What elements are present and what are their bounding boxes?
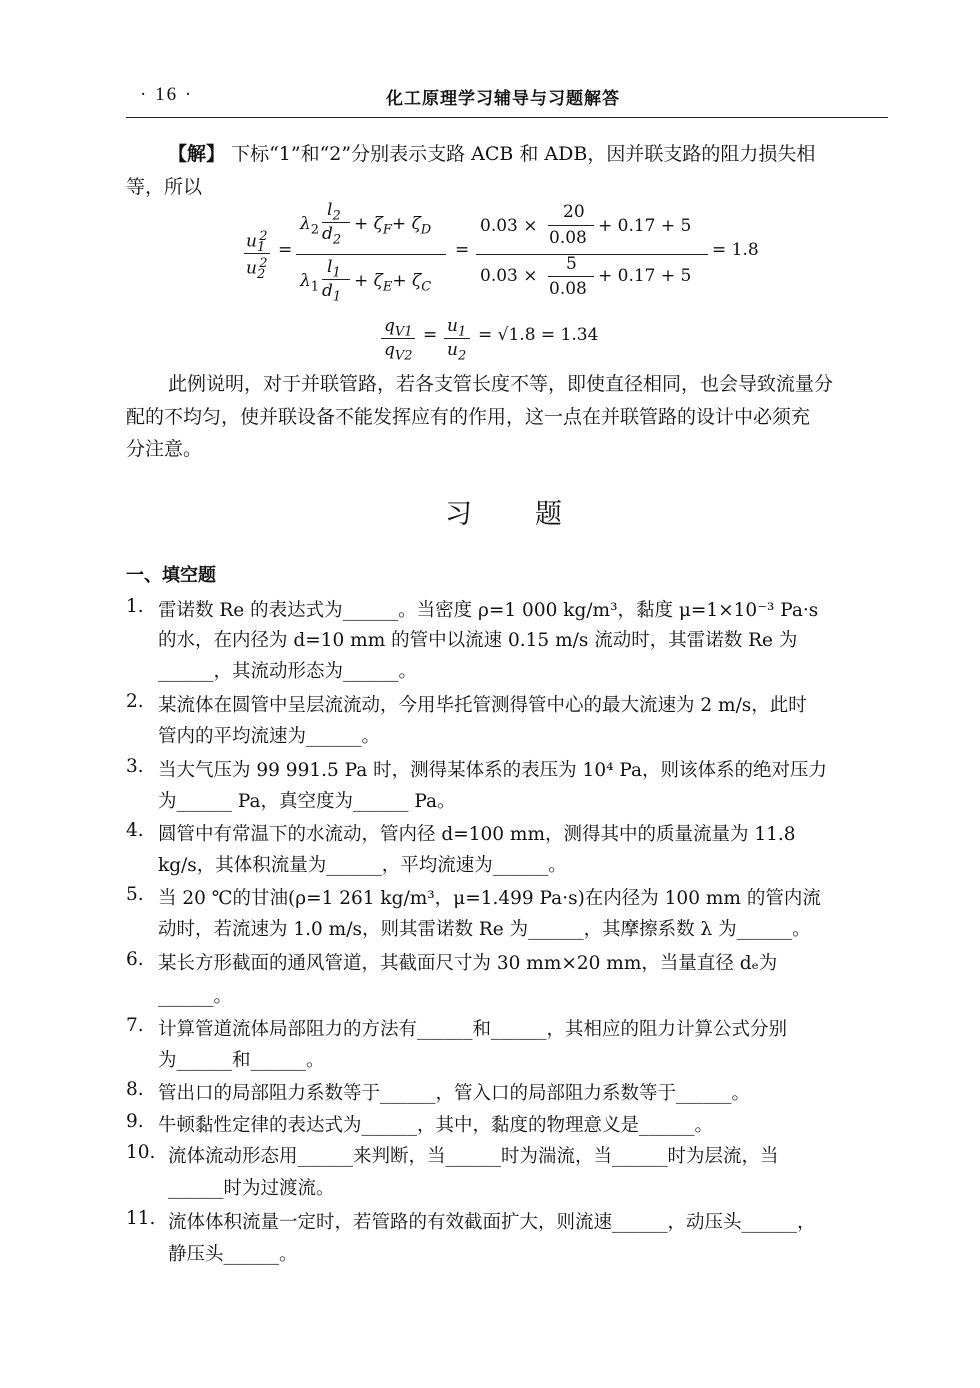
question-7-line-1: 计算管道流体局部阻力的方法有______和______，其相应的阻力计算公式分别 — [158, 1019, 788, 1040]
exercises-title-left: 习 — [445, 499, 472, 530]
exercises-title-right: 题 — [535, 499, 562, 530]
eq2-equals: = — [423, 325, 438, 345]
eq1-sym-den-d: $d_1$ — [322, 281, 342, 305]
eq2-u2: $u_2$ — [447, 340, 467, 364]
question-10-num: 10. — [126, 1142, 156, 1163]
question-3-line-1: 当大气压为 99 991.5 Pa 时，测得某体系的表压为 10⁴ Pa，则该体系的绝对压力 — [158, 760, 828, 781]
eq1-sym-den: $\lambda_1$ — [300, 271, 320, 295]
eq1-sym-num-l: $l_2$ — [327, 200, 341, 224]
note-line-3: 分注意。 — [126, 438, 203, 460]
note-line-2: 配的不均匀，使并联设备不能发挥应有的作用，这一点在并联管路的设计中必须充 — [126, 406, 811, 428]
question-4-num: 4. — [126, 820, 144, 841]
question-4-line-2: kg/s，其体积流量为______，平均流速为______。 — [158, 855, 567, 876]
solution-text-1: 下标“1”和“2”分别表示支路 ACB 和 ADB，因并联支路的阻力损失相 — [231, 143, 816, 165]
eq1-lhs-bar — [244, 253, 270, 254]
question-7-num: 7. — [126, 1015, 144, 1036]
question-5-line-2: 动时，若流速为 1.0 m/s，则其雷诺数 Re 为______，其摩擦系数 λ 为______。 — [158, 919, 811, 940]
question-2-num: 2. — [126, 691, 144, 712]
question-7-line-2: 为______和______。 — [158, 1050, 325, 1071]
question-11-line-2: 静压头______。 — [168, 1244, 298, 1265]
question-2-line-1: 某流体在圆管中呈层流流动，今用毕托管测得管中心的最大流速为 2 m/s，此时 — [158, 695, 807, 716]
eq1-den-numerator: 0.03 × — [480, 266, 538, 286]
eq2-u1: $u_1$ — [447, 316, 467, 340]
question-5-line-1: 当 20 ℃的甘油(ρ=1 261 kg/m³，μ=1.499 Pa·s)在内径为 100 mm 的管内流 — [158, 888, 821, 909]
page-number: · 16 · — [140, 84, 194, 105]
eq1-sym-num: $\lambda_2$ — [300, 214, 320, 238]
eq1-num-008a: 0.08 — [549, 228, 587, 248]
solution-line-2: 等，所以 — [126, 176, 203, 198]
question-8-line-1: 管出口的局部阻力系数等于______，管入口的局部阻力系数等于______。 — [158, 1083, 751, 1104]
question-8-num: 8. — [126, 1079, 144, 1100]
solution-line-1 — [168, 142, 815, 166]
question-1-num: 1. — [126, 596, 144, 617]
eq1-num-20: 20 — [563, 202, 585, 222]
eq1-num-rest: + 0.17 + 5 — [598, 216, 692, 236]
eq1-equals-1: = — [278, 240, 293, 260]
eq1-den-008b: 0.08 — [549, 279, 587, 299]
eq1-lhs-den: $u_2^2$ — [246, 256, 268, 283]
eq1-equals-2: = — [455, 240, 470, 260]
eq2-result: = √1.8 = 1.34 — [478, 325, 599, 345]
eq1-num-bar — [476, 254, 708, 255]
question-9-num: 9. — [126, 1111, 144, 1132]
eq1-num-numerator: 0.03 × — [480, 216, 538, 236]
header-rule — [126, 117, 888, 118]
question-6-line-1: 某长方形截面的通风管道，其截面尺寸为 30 mm×20 mm，当量直径 dₑ为 — [158, 953, 778, 974]
eq1-num-20bar — [548, 225, 594, 226]
question-2-line-2: 管内的平均流速为______。 — [158, 726, 381, 747]
question-4-line-1: 圆管中有常温下的水流动，管内径 d=100 mm，测得其中的质量流量为 11.8 — [158, 824, 796, 845]
eq1-sym-den-l: $l_1$ — [327, 257, 341, 281]
question-1-line-2: 的水，在内径为 d=10 mm 的管中以流速 0.15 m/s 流动时，其雷诺数 Re 为 — [158, 630, 798, 651]
eq1-sym-num-d: $d_2$ — [322, 224, 342, 248]
eq1-lhs-num: $u_1^2$ — [246, 229, 268, 256]
eq1-den-5bar — [548, 276, 594, 277]
question-11-num: 11. — [126, 1208, 156, 1229]
eq1-sym-den-zeta: + $\zeta_E+ \zeta_C$ — [354, 271, 432, 295]
question-3-num: 3. — [126, 756, 144, 777]
eq2-bar1 — [381, 338, 415, 339]
eq1-sym-num-lbar — [322, 222, 350, 223]
question-3-line-2: 为______ Pa，真空度为______ Pa。 — [158, 791, 456, 812]
note-line-1: 此例说明，对于并联管路，若各支管长度不等，即使直径相同，也会导致流量分 — [168, 373, 834, 395]
question-5-num: 5. — [126, 884, 144, 905]
question-9-line-1: 牛顿黏性定律的表达式为______，其中，黏度的物理意义是______。 — [158, 1115, 714, 1136]
question-10-line-1: 流体流动形态用______来判断，当______时为湍流，当______时为层流，当 — [168, 1146, 779, 1167]
book-title: 化工原理学习辅导与习题解答 — [386, 89, 620, 109]
eq1-result: = 1.8 — [712, 240, 759, 260]
question-11-line-1: 流体体积流量一定时，若管路的有效截面扩大，则流速______，动压头______， — [168, 1212, 816, 1233]
solution-tag: 【解】 — [168, 143, 226, 165]
eq2-qv1: $q_{V1}$ — [384, 316, 413, 340]
section-heading: 一、填空题 — [126, 565, 216, 586]
eq1-den-5: 5 — [566, 254, 577, 274]
eq2-qv2: $q_{V2}$ — [384, 340, 413, 364]
question-1-line-1: 雷诺数 Re 的表达式为______。当密度 ρ=1 000 kg/m³，黏度 μ=1×10⁻³ Pa·s — [158, 600, 819, 621]
question-10-line-2: ______时为过渡流。 — [168, 1178, 335, 1199]
eq2-bar2 — [444, 338, 470, 339]
question-1-line-3: ______，其流动形态为______。 — [158, 661, 418, 682]
eq1-den-rest: + 0.17 + 5 — [598, 266, 692, 286]
eq1-sym-num-zeta: + $\zeta_F+ \zeta_D$ — [354, 214, 432, 238]
question-6-num: 6. — [126, 949, 144, 970]
eq1-sym-den-lbar — [322, 279, 350, 280]
question-6-line-2: ______。 — [158, 986, 233, 1007]
eq1-sym-bar — [296, 254, 446, 255]
